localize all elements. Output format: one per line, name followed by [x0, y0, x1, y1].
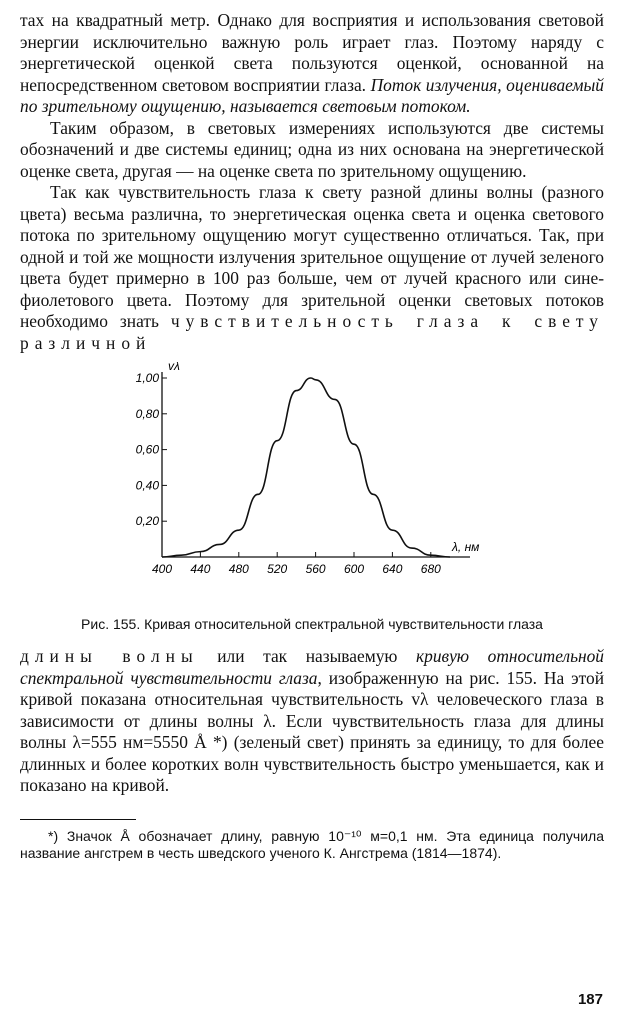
- paragraph-3-spaced: чувствительность глаза к свету различной: [20, 311, 604, 353]
- paragraph-3: [20, 182, 604, 354]
- paragraph-1: [20, 10, 604, 118]
- paragraph-2: Таким образом, в световых измерениях используются две системы обозначений и две системы единиц; одна из них основана на энергетической оценке света, другая — на оценке света по зрительному ощущению.: [20, 117, 604, 181]
- y-tick-label: 0,60: [135, 442, 159, 457]
- figure-caption: Рис. 155. Кривая относительной спектральной чувствительности глаза: [81, 616, 543, 632]
- page-number: 187: [577, 991, 603, 1008]
- sensitivity-curve: [162, 378, 450, 557]
- footnote: *) Значок Å обозначает длину, равную 10⁻¹⁰ м=0,1 нм. Эта единица получила название ангстрем в честь шведского ученого К. Ангстрема (1814—1874).: [20, 827, 604, 861]
- x-tick-label: 440: [190, 562, 211, 576]
- paragraph-4-italic: кривую относительной спектральной чувствительности глаза: [20, 646, 604, 688]
- x-tick-label: 600: [343, 562, 365, 576]
- x-tick-label: 520: [267, 562, 288, 576]
- x-axis-label: λ, нм: [452, 540, 480, 554]
- paragraph-4-text-1: или так называемую: [198, 646, 416, 666]
- paragraph-1-italic: Поток излучения, оцениваемый по зрительному ощущению, называется световым потоком.: [20, 74, 604, 116]
- chart-curve-group: [162, 378, 450, 557]
- chart-ticks: [136, 371, 441, 576]
- y-tick-label: 0,80: [135, 406, 159, 421]
- paragraph-4-text-2: , изображенную на рис. 155. На этой кривой показана относительная чувствительность vλ человеческого глаза в зависимости от длины волны λ. Если чувствительность глаза для длины волны λ=555 нм=5550 Å *) (зеленый свет) принять за единицу, то для более длинных и более коротких волн чувствительность быстро уменьшается, как и показано на кривой.: [20, 667, 604, 795]
- footnote-divider: [20, 819, 136, 820]
- paragraph-4: [20, 646, 604, 797]
- chart-axes: [162, 362, 479, 557]
- paragraph-4-spaced: длины волны: [20, 646, 199, 666]
- y-tick-label: 0,40: [135, 478, 159, 493]
- paragraph-3-text: Так как чувствительность глаза к свету разной длины волны (разного цвета) весьма различна, то энергетическая оценка света и оценка светового потока по зрительному ощущению могут существенно отличаться. Так, при одной и той же мощности излучения зрительное ощущение от лучей зеленого цвета будет примерно в 100 раз больше, чем от лучей красного или сине-фиолетового цвета. Поэтому для зрительной оценки световых потоков необходимо знать: [20, 182, 604, 331]
- x-tick-label: 480: [228, 562, 249, 576]
- y-axis-label: vλ: [168, 362, 180, 373]
- y-tick-label: 0,20: [135, 514, 159, 529]
- x-tick-label: 560: [305, 562, 326, 576]
- x-tick-label: 680: [420, 562, 441, 576]
- y-tick-label: 1,00: [135, 371, 159, 385]
- sensitivity-chart: [20, 362, 604, 612]
- paragraph-1-text: тах на квадратный метр. Однако для восприятия и использования световой энергии исключительно важную роль играет глаз. Поэтому наряду с энергетической оценкой света пользуются оценкой, основанной на непосредственном световом восприятии глаза.: [20, 10, 604, 95]
- x-tick-label: 400: [151, 562, 173, 576]
- x-tick-label: 640: [382, 562, 403, 576]
- figure-155: [20, 362, 604, 612]
- page-body: [20, 10, 604, 862]
